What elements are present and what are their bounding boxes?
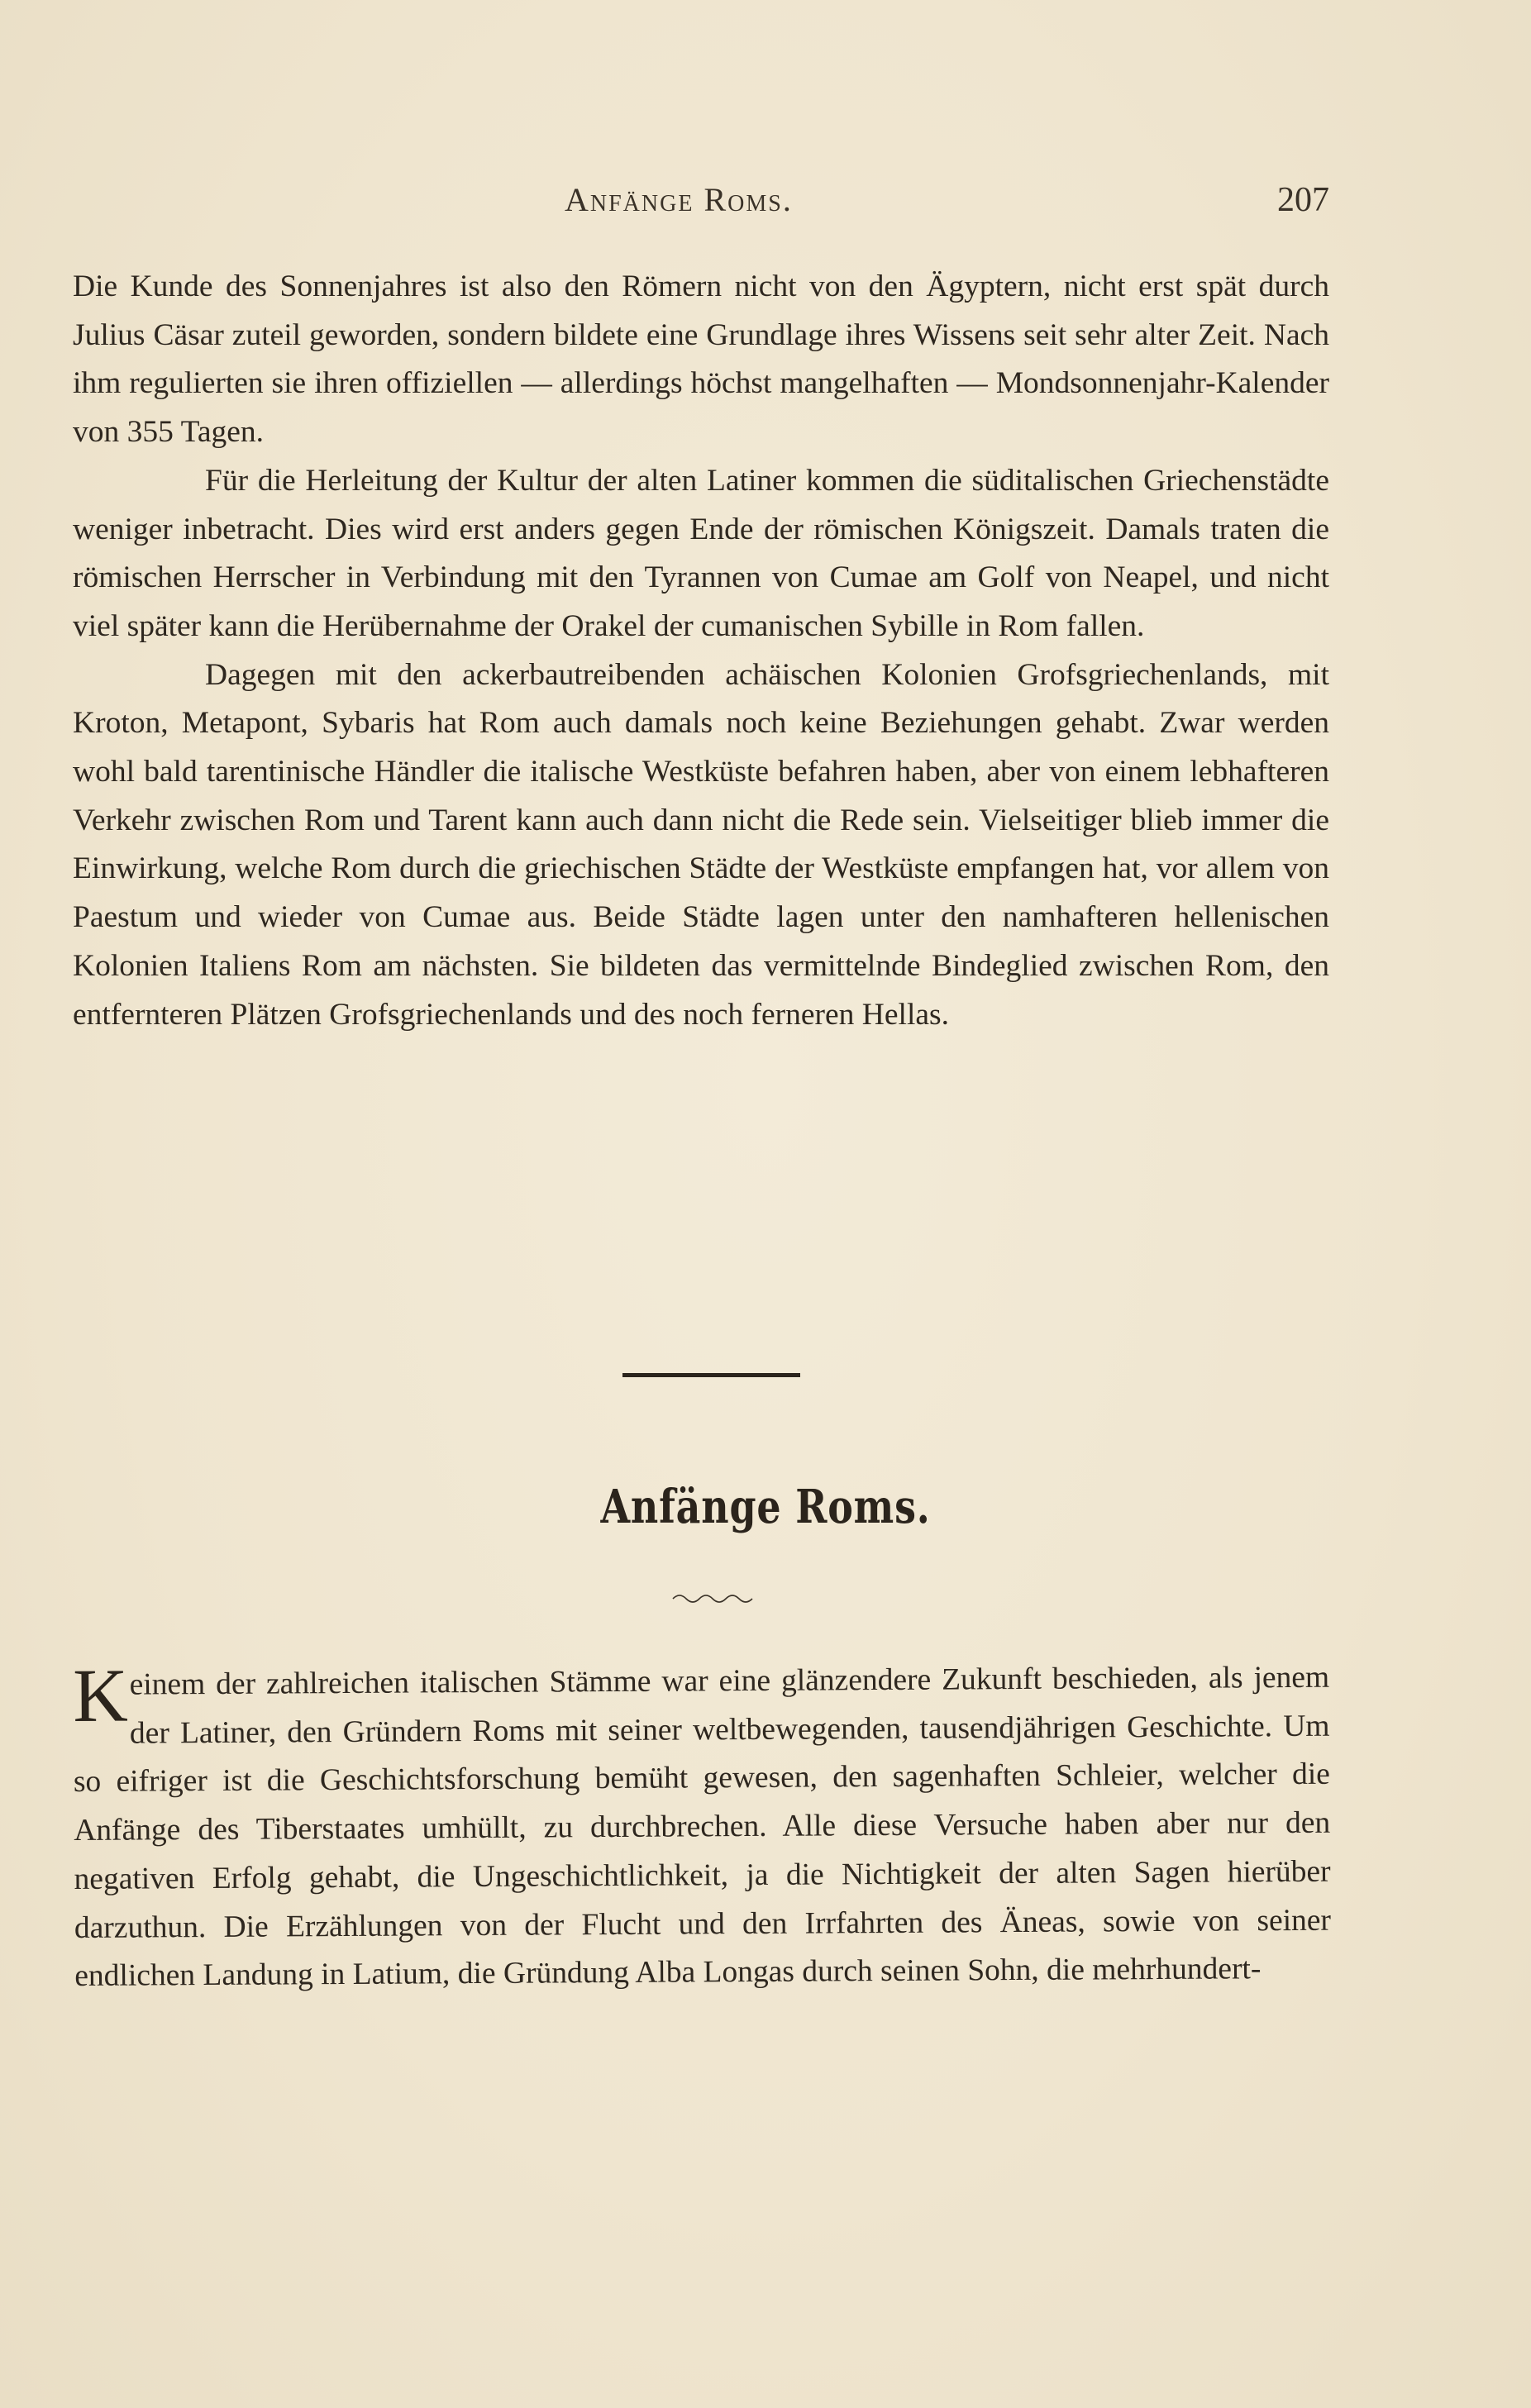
page-number: 207 (1277, 181, 1329, 219)
paragraph: Dagegen mit den ackerbautreibenden achäischen Kolonien Grofsgriechenlands, mit Kroton, Metapont, Sybaris hat Rom auch damals noch keine Beziehungen gehabt. Zwar werden wohl bald tarentinische Händler die italische Westküste befahren haben, aber von einem lebhafteren Verkehr zwischen Rom und Tarent kann auch dann nicht die Rede sein. Vielseitiger blieb immer die Einwirkung, welche Rom durch die griechischen Städte der Westküste empfangen hat, vor allem von Paestum und wieder von Cumae aus. Beide Städte lagen unter den namhafteren hellenischen Kolonien Italiens Rom am nächsten. Sie bildeten das vermittelnde Bindeglied zwischen Rom, den entfernteren Plätzen Grofsgriechenlands und des noch ferneren Hellas. (73, 657, 1329, 1032)
ornament-flourish (671, 1589, 754, 1605)
drop-cap: K (72, 1652, 129, 1738)
running-title: Anfänge Roms. (565, 181, 793, 218)
paragraph-body: einem der zahlreichen italischen Stämme war eine glänzendere Zukunft beschieden, als jenem der Latiner, den Gründern Roms mit seiner weltbewegenden, tausendjährigen Geschichte. Um so eifriger ist die Geschichtsforschung bemüht gewesen, den sagenhaften Schleier, welcher die Anfänge des Tiberstaates umhüllt, zu durchbrechen. Alle diese Versuche haben aber nur den negativen Erfolg gehabt, die Ungeschichtlichkeit, ja die Nichtigkeit der alten Sagen hierüber darzuthun. Die Erzählungen von der Flucht und den Irrfahrten des Äneas, sowie von seiner endlichen Landung in Latium, die Gründung Alba Longas durch seinen Sohn, die mehrhundert- (73, 1660, 1332, 1994)
section-two-text (73, 1654, 1331, 2001)
paragraph: Die Kunde des Sonnenjahres ist also den Römern nicht von den Ägyptern, nicht erst spät durch Julius Cäsar zuteil geworden, sondern bildete eine Grundlage ihres Wissens seit sehr alter Zeit. Nach ihm regulierten sie ihren offiziellen — allerdings höchst mangelhaften — Mondsonnenjahr-Kalender von 355 Tagen. (73, 269, 1329, 450)
section-one-text (73, 263, 1329, 1039)
paragraph (73, 1654, 1331, 2001)
running-head (73, 180, 1329, 230)
paragraph: Für die Herleitung der Kultur der alten Latiner kommen die süditalischen Griechenstädte weniger inbetracht. Dies wird erst anders gegen Ende der römischen Königszeit. Damals traten die römischen Herrscher in Verbindung mit den Tyrannen von Cumae am Golf von Neapel, und nicht viel später kann die Herübernahme der Orakel der cumanischen Sybille in Rom fallen. (73, 463, 1329, 643)
chapter-heading: Anfänge Roms. (600, 1480, 931, 1534)
section-divider-rule (622, 1373, 800, 1377)
